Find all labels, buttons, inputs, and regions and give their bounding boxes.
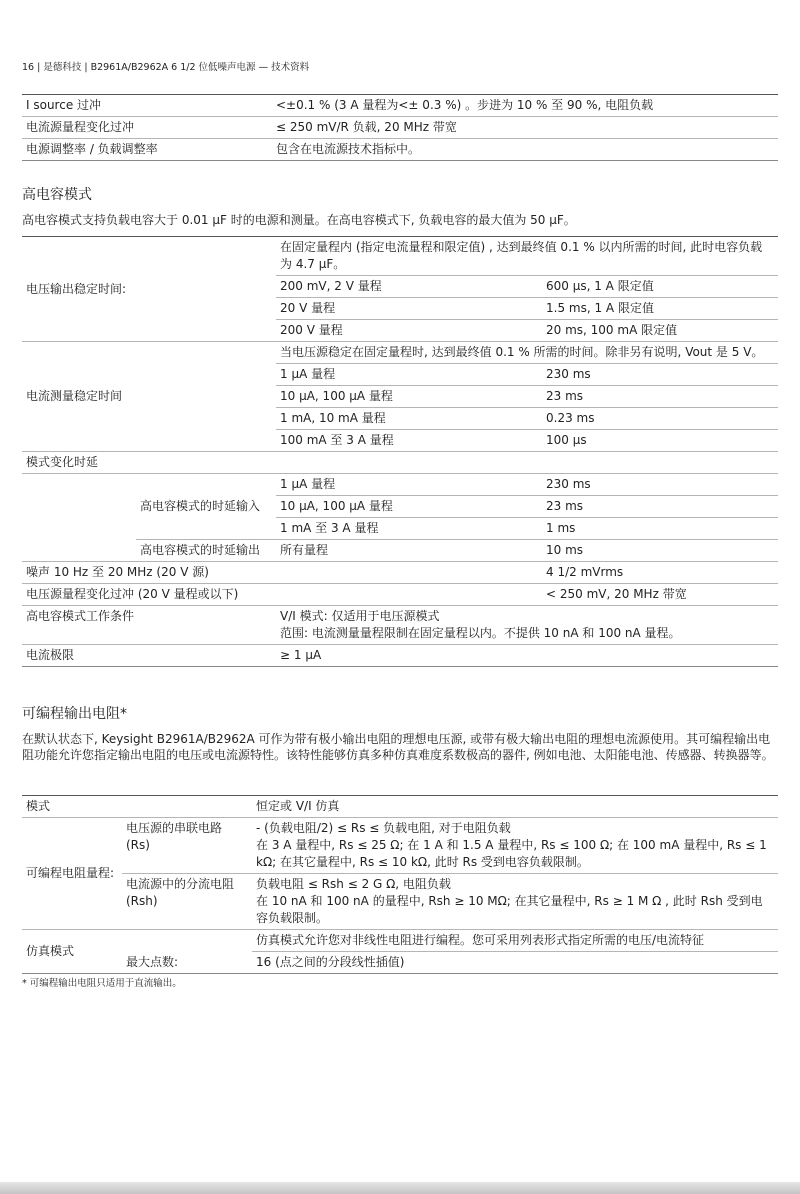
rsh-line1: 负载电阻 ≤ Rsh ≤ 2 G Ω, 电阻负载 <box>256 877 451 891</box>
footnote: * 可编程输出电阻只适用于直流输出。 <box>22 978 182 989</box>
cell-value: 23 ms <box>542 496 778 518</box>
table-row <box>22 117 778 139</box>
hc-conditions-label: 高电容模式工作条件 <box>22 606 276 645</box>
rs-label: 电压源的串联电路 (Rs) <box>122 818 252 874</box>
cell-range: 1 mA 至 3 A 量程 <box>276 518 542 540</box>
rsh-line2: 在 10 nA 和 100 nA 的量程中, Rsh ≥ 10 MΩ; 在其它量程中, Rs ≥ 1 M Ω , 此时 Rsh 受到电容负载限制。 <box>256 894 763 925</box>
row-label: I source 过冲 <box>22 95 272 117</box>
rsh-value <box>252 874 778 930</box>
cell-range: 10 µA, 100 µA 量程 <box>276 386 542 408</box>
page-footer-bar <box>0 1182 800 1194</box>
table-row <box>22 474 778 496</box>
row-value: ≤ 250 mV/R 负载, 20 MHz 带宽 <box>272 117 778 139</box>
cell-value: 1 ms <box>542 518 778 540</box>
table-row <box>22 930 778 952</box>
cell-value: 10 ms <box>542 540 778 562</box>
section-intro-programmable-resistance: 在默认状态下, Keysight B2961A/B2962A 可作为带有极小输出电阻的理想电压源, 或带有极大输出电阻的理想电流源使用。其可编程输出电阻功能允许您指定输出电阻的电压或电流源特性。该特性能够仿真多种仿真难度系数极高的器件, 例如电池、太阳能电池、传感器、转换器等。 <box>22 732 774 762</box>
cell-value: 1.5 ms, 1 A 限定值 <box>542 298 778 320</box>
section-title-programmable-resistance: 可编程输出电阻* <box>22 706 127 722</box>
row-label: 电源调整率 / 负载调整率 <box>22 139 272 161</box>
emulation-value: 仿真模式允许您对非线性电阻进行编程。您可采用列表形式指定所需的电压/电流特征 <box>252 930 778 952</box>
max-points-label: 最大点数: <box>122 952 252 974</box>
cell-value: 100 µs <box>542 430 778 452</box>
cell-range: 1 µA 量程 <box>276 474 542 496</box>
cell-value: 230 ms <box>542 474 778 496</box>
cell-value: 23 ms <box>542 386 778 408</box>
noise-label: 噪声 10 Hz 至 20 MHz (20 V 源) <box>22 562 542 584</box>
table-row <box>22 452 778 474</box>
table-row <box>22 562 778 584</box>
cell-value: 230 ms <box>542 364 778 386</box>
table-row <box>22 584 778 606</box>
cell-value: 20 ms, 100 mA 限定值 <box>542 320 778 342</box>
current-limit-value: ≥ 1 µA <box>276 645 778 667</box>
current-settle-label: 电流测量稳定时间 <box>22 342 276 452</box>
cell-value: 600 µs, 1 A 限定值 <box>542 276 778 298</box>
mode-delay-output-label: 高电容模式的时延输出 <box>136 540 276 562</box>
hc-conditions-line1: V/I 模式: 仅适用于电压源模式 <box>280 609 440 623</box>
voltage-settle-note: 在固定量程内 (指定电流量程和限定值) , 达到最终值 0.1 % 以内所需的时间, 此时电容负载为 4.7 µF。 <box>276 237 778 276</box>
spacer-cell <box>122 930 252 952</box>
overshoot-value: < 250 mV, 20 MHz 带宽 <box>542 584 778 606</box>
table-row <box>22 139 778 161</box>
emulation-label: 仿真模式 <box>22 930 122 974</box>
hc-conditions-line2: 范围: 电流测量量程限制在固定量程以内。不提供 10 nA 和 100 nA 量程。 <box>280 626 681 640</box>
cell-range: 1 mA, 10 mA 量程 <box>276 408 542 430</box>
cell-range: 10 µA, 100 µA 量程 <box>276 496 542 518</box>
table-row <box>22 606 778 645</box>
noise-value: 4 1/2 mVrms <box>542 562 778 584</box>
voltage-settle-label: 电压输出稳定时间: <box>22 237 276 342</box>
table-row <box>22 874 778 930</box>
table-row <box>22 796 778 818</box>
cell-range: 所有量程 <box>276 540 542 562</box>
mode-delay-input-label: 高电容模式的时延输入 <box>136 474 276 540</box>
mode-value: 恒定或 V/I 仿真 <box>252 796 778 818</box>
row-label: 电流源量程变化过冲 <box>22 117 272 139</box>
page-header: 16 | 是德科技 | B2961A/B2962A 6 1/2 位低噪声电源 — 技术资料 <box>22 62 310 73</box>
cell-range: 200 mV, 2 V 量程 <box>276 276 542 298</box>
resistance-range-label: 可编程电阻量程: <box>22 818 122 930</box>
current-source-table <box>22 94 778 161</box>
rs-line2: 在 3 A 量程中, Rs ≤ 25 Ω; 在 1 A 和 1.5 A 量程中, Rs ≤ 100 Ω; 在 100 mA 量程中, Rs ≤ 1 kΩ; 在其它量程中, Rs ≤ 10 kΩ, 此时 Rs 受到电容负载限制。 <box>256 838 767 869</box>
current-settle-note: 当电压源稳定在固定量程时, 达到最终值 0.1 % 所需的时间。除非另有说明, Vout 是 5 V。 <box>276 342 778 364</box>
cell-value: 0.23 ms <box>542 408 778 430</box>
mode-label: 模式 <box>22 796 252 818</box>
table-row <box>22 645 778 667</box>
mode-delay-label: 模式变化时延 <box>22 452 778 474</box>
section-title-high-capacitance: 高电容模式 <box>22 187 92 203</box>
rs-line1: - (负载电阻/2) ≤ Rs ≤ 负载电阻, 对于电阻负载 <box>256 821 511 835</box>
table-row <box>22 540 778 562</box>
rsh-label: 电流源中的分流电阻 (Rsh) <box>122 874 252 930</box>
row-value: <±0.1 % (3 A 量程为<± 0.3 %) 。步进为 10 % 至 90 %, 电阻负载 <box>272 95 778 117</box>
table-row <box>22 818 778 874</box>
overshoot-label: 电压源量程变化过冲 (20 V 量程或以下) <box>22 584 542 606</box>
hc-conditions-value <box>276 606 778 645</box>
current-limit-label: 电流极限 <box>22 645 276 667</box>
cell-range: 1 µA 量程 <box>276 364 542 386</box>
section-intro-high-capacitance: 高电容模式支持负载电容大于 0.01 µF 时的电源和测量。在高电容模式下, 负载电容的最大值为 50 µF。 <box>22 213 576 227</box>
table-row <box>22 342 778 364</box>
cell-range: 200 V 量程 <box>276 320 542 342</box>
table-row <box>22 95 778 117</box>
cell-range: 20 V 量程 <box>276 298 542 320</box>
max-points-value: 16 (点之间的分段线性插值) <box>252 952 778 974</box>
rs-value <box>252 818 778 874</box>
table-row <box>22 952 778 974</box>
programmable-resistance-table <box>22 795 778 974</box>
table-row <box>22 237 778 276</box>
spacer-cell <box>22 474 136 562</box>
row-value: 包含在电流源技术指标中。 <box>272 139 778 161</box>
cell-range: 100 mA 至 3 A 量程 <box>276 430 542 452</box>
high-capacitance-table <box>22 236 778 667</box>
